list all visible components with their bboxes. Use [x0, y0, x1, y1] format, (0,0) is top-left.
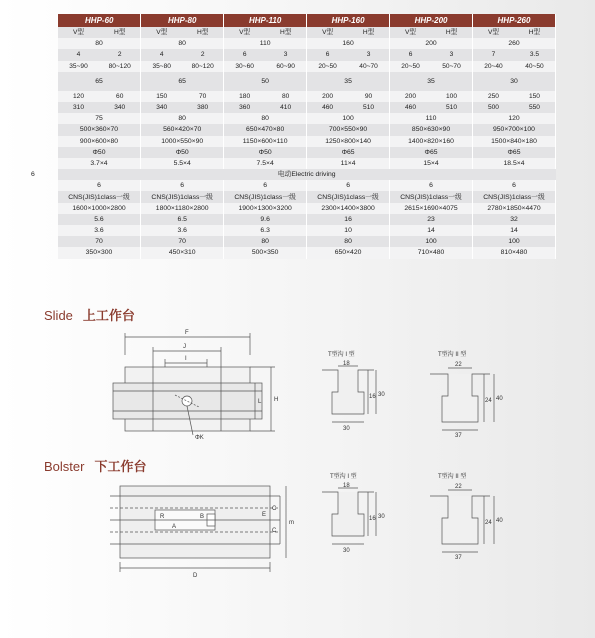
table-row	[8, 147, 556, 158]
table-cell: V型	[224, 27, 265, 38]
dim-J: J	[183, 344, 186, 350]
table-cell: 3.5	[514, 49, 556, 60]
header-model: HHP-60	[58, 14, 141, 27]
table-row	[8, 203, 556, 214]
table-row	[8, 49, 556, 60]
bolster-section-title	[44, 456, 146, 475]
table-cell: CNS(JIS)1class一级	[224, 191, 307, 202]
tslot2-d3: 40	[496, 518, 503, 524]
table-cell: 80	[141, 38, 224, 49]
header-model: HHP-160	[307, 14, 390, 27]
table-cell: 7.5×4	[224, 158, 307, 169]
table-cell: CNS(JIS)1class一级	[472, 191, 555, 202]
dim-K: ΦK	[195, 435, 204, 441]
table-cell: 200	[390, 38, 473, 49]
table-cell: 18.5×4	[472, 158, 555, 169]
table-cell: 900×600×80	[58, 136, 141, 147]
row-label	[8, 49, 58, 60]
table-row	[8, 113, 556, 124]
table-cell: 1000×550×90	[141, 136, 224, 147]
slide-section-title	[44, 305, 135, 324]
table-cell: 340	[141, 102, 182, 113]
table-cell: 560×420×70	[141, 124, 224, 135]
dim-E: E	[262, 512, 267, 518]
table-row	[8, 169, 556, 180]
table-cell: 310	[58, 102, 99, 113]
table-cell-span: 电动Electric driving	[58, 169, 556, 180]
tslot1-d3: 30	[378, 514, 385, 520]
table-cell: 3	[265, 49, 306, 60]
table-cell: 360	[224, 102, 265, 113]
bolster-drawing	[100, 480, 300, 580]
table-cell: 460	[307, 102, 348, 113]
table-cell: 150	[514, 91, 556, 102]
table-cell: 4	[58, 49, 99, 60]
table-cell: 510	[348, 102, 389, 113]
table-cell: 500	[472, 102, 513, 113]
table-cell: 6	[141, 180, 224, 191]
table-cell: 810×480	[472, 247, 555, 258]
slide-title-cn: 上工作台	[82, 308, 135, 323]
table-cell: 35	[390, 72, 473, 91]
table-cell: 110	[390, 113, 473, 124]
dim-D: D	[193, 573, 198, 579]
table-cell: 6	[472, 180, 555, 191]
table-cell: 6.5	[141, 214, 224, 225]
table-cell: 850×630×90	[390, 124, 473, 135]
table-cell: CNS(JIS)1class一级	[58, 191, 141, 202]
table-cell: 35~90	[58, 61, 99, 72]
row-label	[8, 225, 58, 236]
table-cell: 700×550×90	[307, 124, 390, 135]
table-cell: 460	[390, 102, 431, 113]
table-cell: 6	[224, 180, 307, 191]
table-cell: 710×480	[390, 247, 473, 258]
tslot2-wbottom: 37	[455, 555, 462, 561]
table-cell: 3.6	[58, 225, 141, 236]
bolster-title-cn: 下工作台	[94, 459, 147, 474]
table-cell: 950×700×100	[472, 124, 555, 135]
table-cell: 100	[307, 113, 390, 124]
table-cell: 1400×820×160	[390, 136, 473, 147]
row-label	[8, 27, 58, 38]
row-label	[8, 180, 58, 191]
table-cell: H型	[99, 27, 140, 38]
table-header-row	[8, 14, 556, 27]
table-cell: H型	[514, 27, 556, 38]
tslot1-wbottom: 30	[343, 548, 350, 554]
table-cell: 1250×800×140	[307, 136, 390, 147]
table-cell: 40~70	[348, 61, 389, 72]
bolster-tslot1-drawing	[322, 484, 392, 559]
table-row	[8, 91, 556, 102]
table-cell: 23	[390, 214, 473, 225]
table-cell: 250	[472, 91, 513, 102]
bolster-tslot2-drawing	[430, 484, 510, 564]
row-label	[8, 124, 58, 135]
table-row	[8, 247, 556, 258]
dim-H: H	[274, 397, 279, 403]
dim-A: A	[172, 524, 177, 530]
tslot2-wtop: 22	[455, 484, 462, 490]
table-cell: 50	[224, 72, 307, 91]
table-cell: 510	[431, 102, 472, 113]
table-cell: 35~80	[141, 61, 182, 72]
table-cell: 650×470×80	[224, 124, 307, 135]
table-row	[8, 27, 556, 38]
table-cell: 70	[141, 236, 224, 247]
table-cell: 3.7×4	[58, 158, 141, 169]
table-cell: 20~50	[307, 61, 348, 72]
tslot1-d3: 30	[378, 392, 385, 398]
table-cell: 65	[58, 72, 141, 91]
table-cell: 6	[58, 180, 141, 191]
table-cell: 70	[58, 236, 141, 247]
row-label	[8, 113, 58, 124]
table-cell: 3	[348, 49, 389, 60]
row-label	[8, 236, 58, 247]
table-cell: H型	[431, 27, 472, 38]
table-cell: 100	[390, 236, 473, 247]
table-cell: Φ65	[307, 147, 390, 158]
row-label	[8, 203, 58, 214]
table-cell: H型	[182, 27, 223, 38]
slide-tslot2-title: T型沟 II 型	[438, 352, 467, 358]
table-cell: 80~120	[182, 61, 223, 72]
table-cell: 80	[307, 236, 390, 247]
header-model: HHP-80	[141, 14, 224, 27]
table-cell: Φ65	[390, 147, 473, 158]
table-cell: Φ50	[141, 147, 224, 158]
row-label	[8, 91, 58, 102]
table-cell: V型	[58, 27, 99, 38]
header-model: HHP-110	[224, 14, 307, 27]
table-cell: 2	[99, 49, 140, 60]
table-cell: 6	[307, 180, 390, 191]
table-cell: Φ65	[472, 147, 555, 158]
table-cell: 80	[265, 91, 306, 102]
table-cell: 550	[514, 102, 556, 113]
table-cell: CNS(JIS)1class一级	[141, 191, 224, 202]
table-cell: 350×300	[58, 247, 141, 258]
table-row	[8, 191, 556, 202]
table-cell: 450×310	[141, 247, 224, 258]
bolster-tslot1-title: T型沟 I 型	[330, 474, 357, 480]
table-cell: 80	[224, 236, 307, 247]
table-cell: 10	[307, 225, 390, 236]
table-row	[8, 225, 556, 236]
table-cell: 65	[141, 72, 224, 91]
table-cell: 110	[224, 38, 307, 49]
tslot2-wbottom: 37	[455, 433, 462, 439]
slide-tslot1-drawing	[322, 362, 392, 437]
table-cell: 80	[58, 38, 141, 49]
table-row	[8, 136, 556, 147]
table-cell: 380	[182, 102, 223, 113]
header-model: HHP-260	[472, 14, 555, 27]
table-cell: 650×420	[307, 247, 390, 258]
dim-R: R	[160, 514, 165, 520]
table-cell: 15×4	[390, 158, 473, 169]
row-label	[8, 147, 58, 158]
row-label: 6	[30, 171, 35, 179]
tslot1-d2: 16	[369, 394, 376, 400]
table-row	[8, 236, 556, 247]
table-cell: 1600×1000×2800	[58, 203, 141, 214]
table-cell: V型	[307, 27, 348, 38]
table-cell: 2780×1850×4470	[472, 203, 555, 214]
slide-tslot1-title: T型沟 I 型	[328, 352, 355, 358]
table-cell: 2	[182, 49, 223, 60]
table-cell: 20~40	[472, 61, 513, 72]
tslot2-d3: 40	[496, 396, 503, 402]
spec-table	[8, 14, 556, 259]
table-cell: 35	[307, 72, 390, 91]
table-row	[8, 158, 556, 169]
table-cell: 6.3	[224, 225, 307, 236]
table-cell: 7	[472, 49, 513, 60]
table-cell: 80	[224, 113, 307, 124]
row-label	[8, 38, 58, 49]
table-cell: 80~120	[99, 61, 140, 72]
table-cell: CNS(JIS)1class一级	[307, 191, 390, 202]
table-cell: 5.5×4	[141, 158, 224, 169]
table-cell: 30	[472, 72, 555, 91]
table-cell: H型	[348, 27, 389, 38]
table-cell: Φ50	[224, 147, 307, 158]
table-row	[8, 180, 556, 191]
table-cell: 6	[390, 49, 431, 60]
table-cell: 16	[307, 214, 390, 225]
tslot1-wtop: 18	[343, 483, 350, 489]
table-cell: 9.6	[224, 214, 307, 225]
table-row	[8, 124, 556, 135]
dim-L: L	[258, 399, 262, 405]
table-cell: 160	[307, 38, 390, 49]
table-cell: 120	[472, 113, 555, 124]
table-cell: 340	[99, 102, 140, 113]
table-row	[8, 214, 556, 225]
table-cell: 30~60	[224, 61, 265, 72]
table-cell: 32	[472, 214, 555, 225]
bolster-title-en: Bolster	[44, 459, 85, 474]
dim-I: I	[185, 356, 187, 362]
table-cell: 100	[472, 236, 555, 247]
table-cell: 70	[182, 91, 223, 102]
bolster-tslot2-title: T型沟 II 型	[438, 474, 467, 480]
table-cell: 6	[307, 49, 348, 60]
table-cell: V型	[390, 27, 431, 38]
row-label	[8, 247, 58, 258]
table-cell: 3.6	[141, 225, 224, 236]
header-blank	[8, 14, 58, 27]
table-cell: 11×4	[307, 158, 390, 169]
dim-F: F	[185, 330, 189, 336]
table-cell: 100	[431, 91, 472, 102]
table-cell: 180	[224, 91, 265, 102]
table-cell: 1500×840×180	[472, 136, 555, 147]
tslot2-wtop: 22	[455, 362, 462, 368]
table-cell: 50~70	[431, 61, 472, 72]
table-cell: 2300×1400×3800	[307, 203, 390, 214]
table-body	[8, 27, 556, 259]
slide-tslot2-drawing	[430, 362, 510, 437]
tslot2-d2: 24	[485, 398, 492, 404]
table-cell: 75	[58, 113, 141, 124]
tslot1-wbottom: 30	[343, 426, 350, 432]
table-cell: 6	[224, 49, 265, 60]
table-cell: 1800×1180×2800	[141, 203, 224, 214]
table-cell: 200	[390, 91, 431, 102]
table-cell: 4	[141, 49, 182, 60]
table-cell: 80	[141, 113, 224, 124]
table-cell: 200	[307, 91, 348, 102]
table-cell: 410	[265, 102, 306, 113]
table-row	[8, 61, 556, 72]
tslot1-wtop: 18	[343, 361, 350, 367]
slide-drawing	[95, 325, 295, 445]
table-row	[8, 102, 556, 113]
table-cell: 1150×600×110	[224, 136, 307, 147]
table-cell: H型	[265, 27, 306, 38]
table-cell: 1900×1300×3200	[224, 203, 307, 214]
dim-C: C	[272, 506, 277, 512]
table-cell: Φ50	[58, 147, 141, 158]
row-label	[8, 136, 58, 147]
table-cell: 20~50	[390, 61, 431, 72]
table-cell: 3	[431, 49, 472, 60]
table-cell: 2615×1690×4075	[390, 203, 473, 214]
table-cell: CNS(JIS)1class一级	[390, 191, 473, 202]
tslot1-d2: 16	[369, 516, 376, 522]
table-cell: 5.6	[58, 214, 141, 225]
dim-B: B	[200, 514, 205, 520]
row-label	[8, 214, 58, 225]
row-label	[8, 158, 58, 169]
slide-title-en: Slide	[44, 308, 73, 323]
row-label	[8, 102, 58, 113]
tslot2-d2: 24	[485, 520, 492, 526]
table-row	[8, 38, 556, 49]
table-cell: 120	[58, 91, 99, 102]
table-cell: 60	[99, 91, 140, 102]
table-cell: 90	[348, 91, 389, 102]
table-cell: 14	[390, 225, 473, 236]
table-cell: 14	[472, 225, 555, 236]
dim-C2: C	[272, 528, 277, 534]
row-label	[8, 61, 58, 72]
table-cell: V型	[472, 27, 513, 38]
table-row	[8, 72, 556, 91]
table-cell: 500×350	[224, 247, 307, 258]
table-cell: 260	[472, 38, 555, 49]
table-cell: V型	[141, 27, 182, 38]
header-model: HHP-200	[390, 14, 473, 27]
row-label	[8, 72, 58, 91]
table-cell: 40~50	[514, 61, 556, 72]
table-cell: 60~90	[265, 61, 306, 72]
table-cell: 500×360×70	[58, 124, 141, 135]
table-cell: 150	[141, 91, 182, 102]
dim-m: m	[289, 520, 294, 526]
table-cell: 6	[390, 180, 473, 191]
row-label	[8, 191, 58, 202]
